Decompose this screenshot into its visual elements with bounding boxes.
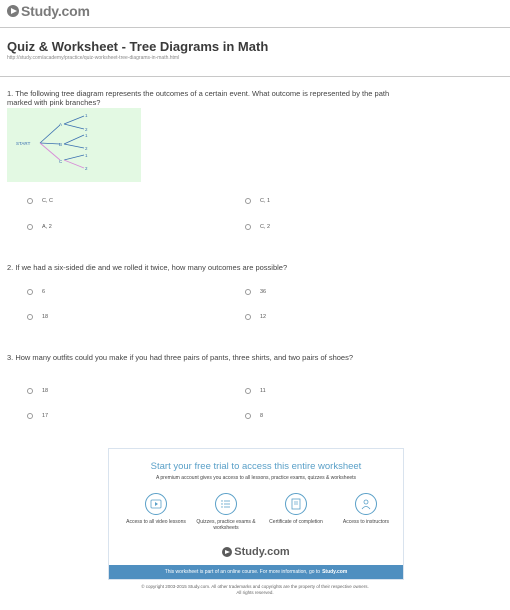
- tree-leaf-a1: 1: [85, 113, 88, 118]
- promo-logo-text: Study.com: [234, 546, 290, 558]
- question-2-text: 2. If we had a six-sided die and we rolled it twice, how many outcomes are possible?: [7, 263, 288, 272]
- option-label: C, C: [42, 198, 53, 204]
- radio-button[interactable]: [27, 314, 33, 320]
- option-label: 6: [42, 289, 46, 295]
- radio-button[interactable]: [245, 224, 251, 230]
- study-logo-icon: [222, 547, 232, 557]
- tree-leaf-a2: 2: [85, 127, 88, 132]
- page-url: http://study.com/academy/practice/quiz-worksheet-tree-diagrams-in-math.html: [7, 55, 180, 61]
- q1-option-d[interactable]: [245, 224, 270, 230]
- radio-button[interactable]: [245, 198, 251, 204]
- option-label: 12: [260, 314, 267, 320]
- radio-button[interactable]: [27, 413, 33, 419]
- logo-text: Study.com: [21, 3, 90, 19]
- footer: [0, 584, 510, 596]
- q2-option-b[interactable]: [245, 289, 266, 295]
- option-label: A, 2: [42, 224, 52, 230]
- q2-option-a[interactable]: [27, 289, 45, 295]
- study-logo[interactable]: [7, 3, 90, 19]
- instructor-icon: [355, 493, 377, 515]
- radio-button[interactable]: [245, 289, 251, 295]
- study-logo-icon: [7, 5, 19, 17]
- rights-text: All rights reserved.: [236, 590, 274, 595]
- option-label: 18: [42, 388, 49, 394]
- header-divider: [0, 27, 510, 28]
- feature-label: Quizzes, practice exams & worksheets: [196, 519, 256, 531]
- page-title: Quiz & Worksheet - Tree Diagrams in Math: [7, 39, 269, 54]
- radio-button[interactable]: [27, 289, 33, 295]
- certificate-icon: [285, 493, 307, 515]
- option-label: 11: [260, 388, 266, 394]
- q3-option-a[interactable]: [27, 388, 48, 394]
- question-1-text: 1. The following tree diagram represents the outcomes of a certain event. What outcome is represented by the path marked with pink branches?: [7, 89, 390, 107]
- feature-quizzes: [191, 493, 261, 531]
- q2-option-d[interactable]: [245, 314, 266, 320]
- feature-certificate: [261, 493, 331, 525]
- q3-option-c[interactable]: [27, 413, 48, 419]
- feature-label: Certificate of completion: [269, 519, 323, 525]
- tree-start-label: START: [16, 141, 31, 146]
- tree-diagram-svg: [7, 108, 141, 182]
- option-label: 18: [42, 314, 49, 320]
- option-label: 36: [260, 289, 267, 295]
- option-label: C, 1: [260, 198, 271, 204]
- q1-option-c[interactable]: [27, 224, 52, 230]
- banner-link[interactable]: Study.com: [322, 569, 348, 575]
- radio-button[interactable]: [27, 224, 33, 230]
- radio-button[interactable]: [27, 198, 33, 204]
- free-trial-promo: [108, 448, 404, 580]
- tree-node-a: A: [59, 122, 63, 127]
- feature-label: Access to all video lessons: [126, 519, 186, 525]
- q1-option-a[interactable]: [27, 198, 53, 204]
- radio-button[interactable]: [245, 314, 251, 320]
- feature-instructors: [331, 493, 401, 525]
- q1-option-b[interactable]: [245, 198, 270, 204]
- radio-button[interactable]: [27, 388, 33, 394]
- tree-leaf-b1: 1: [85, 133, 88, 138]
- tree-node-b: B: [59, 142, 63, 147]
- feature-video-lessons: [121, 493, 191, 525]
- tree-node-c: C: [59, 159, 63, 164]
- banner-text: This worksheet is part of an online course. For more information, go to: [164, 569, 321, 575]
- promo-study-logo: [109, 546, 403, 558]
- promo-subtitle: A premium account gives you access to all lessons, practice exams, quizzes & worksheets: [155, 475, 357, 481]
- tree-leaf-c1: 1: [85, 153, 88, 158]
- promo-headline[interactable]: Start your free trial to access this entire worksheet: [150, 461, 362, 472]
- video-icon: [145, 493, 167, 515]
- radio-button[interactable]: [245, 413, 251, 419]
- copyright-text: © copyright 2003-2015 Study.com. All other trademarks and copyrights are the property of their respective owners.: [141, 584, 369, 589]
- option-label: 17: [42, 413, 49, 419]
- feature-label: Access to instructors: [342, 519, 390, 525]
- q3-option-d[interactable]: [245, 413, 263, 419]
- tree-leaf-b2: 2: [85, 146, 88, 151]
- q2-option-c[interactable]: [27, 314, 48, 320]
- option-label: C, 2: [260, 224, 271, 230]
- radio-button[interactable]: [245, 388, 251, 394]
- tree-leaf-c2: 2: [85, 166, 88, 171]
- course-banner: [109, 565, 403, 579]
- checklist-icon: [215, 493, 237, 515]
- q3-option-b[interactable]: [245, 388, 266, 394]
- tree-diagram: [7, 108, 141, 182]
- question-3-text: 3. How many outfits could you make if you had three pairs of pants, three shirts, and two pairs of shoes?: [7, 353, 354, 362]
- option-label: 8: [260, 413, 264, 419]
- title-divider: [0, 76, 510, 77]
